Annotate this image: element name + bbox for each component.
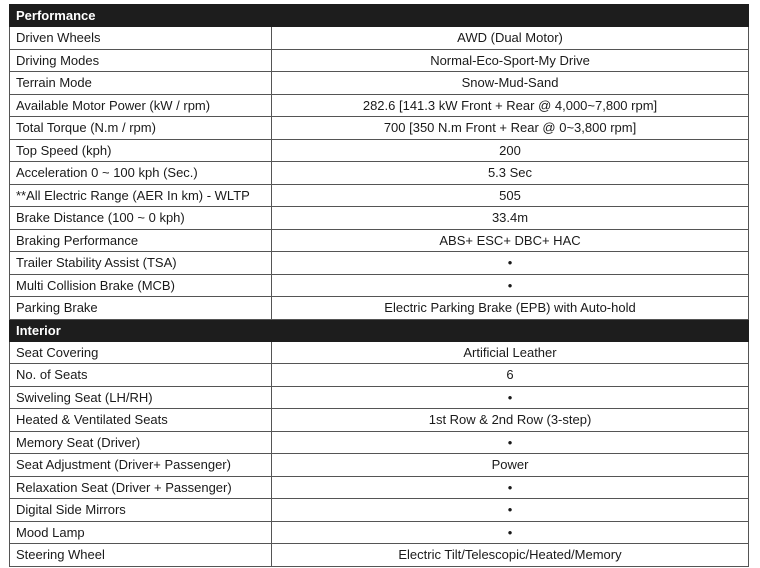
spec-label: Steering Wheel	[10, 544, 272, 567]
table-row	[10, 252, 749, 275]
section-header-performance	[10, 5, 749, 27]
table-row	[10, 521, 749, 544]
spec-value: 5.3 Sec	[272, 162, 749, 185]
spec-value: 1st Row & 2nd Row (3-step)	[272, 409, 749, 432]
table-row	[10, 409, 749, 432]
bullet-icon: •	[272, 386, 749, 409]
spec-label: Total Torque (N.m / rpm)	[10, 117, 272, 140]
spec-value: 505	[272, 184, 749, 207]
table-row	[10, 341, 749, 364]
section-header-interior	[10, 319, 749, 341]
spec-label: Terrain Mode	[10, 72, 272, 95]
table-row	[10, 184, 749, 207]
table-row	[10, 386, 749, 409]
spec-label: Acceleration 0 ~ 100 kph (Sec.)	[10, 162, 272, 185]
spec-label: Braking Performance	[10, 229, 272, 252]
spec-label: No. of Seats	[10, 364, 272, 387]
spec-value: 6	[272, 364, 749, 387]
spec-value: Electric Parking Brake (EPB) with Auto-hold	[272, 297, 749, 320]
spec-label: Available Motor Power (kW / rpm)	[10, 94, 272, 117]
spec-value: Electric Tilt/Telescopic/Heated/Memory	[272, 544, 749, 567]
bullet-icon: •	[272, 431, 749, 454]
spec-label: Top Speed (kph)	[10, 139, 272, 162]
table-row	[10, 49, 749, 72]
spec-label: Relaxation Seat (Driver + Passenger)	[10, 476, 272, 499]
bullet-icon: •	[272, 521, 749, 544]
table-row	[10, 139, 749, 162]
spec-value: Power	[272, 454, 749, 477]
table-row	[10, 476, 749, 499]
spec-label: Multi Collision Brake (MCB)	[10, 274, 272, 297]
spec-value: ABS+ ESC+ DBC+ HAC	[272, 229, 749, 252]
spec-value: AWD (Dual Motor)	[272, 27, 749, 50]
spec-label: Driven Wheels	[10, 27, 272, 50]
table-row	[10, 364, 749, 387]
spec-label: Swiveling Seat (LH/RH)	[10, 386, 272, 409]
table-row	[10, 544, 749, 567]
table-row	[10, 162, 749, 185]
bullet-icon: •	[272, 499, 749, 522]
spec-label: Heated & Ventilated Seats	[10, 409, 272, 432]
table-row	[10, 454, 749, 477]
spec-value: 200	[272, 139, 749, 162]
table-row	[10, 94, 749, 117]
spec-label: Seat Adjustment (Driver+ Passenger)	[10, 454, 272, 477]
section-title: Interior	[10, 319, 749, 341]
table-row	[10, 499, 749, 522]
spec-label: Seat Covering	[10, 341, 272, 364]
table-row	[10, 117, 749, 140]
spec-label: Parking Brake	[10, 297, 272, 320]
spec-value: Normal-Eco-Sport-My Drive	[272, 49, 749, 72]
spec-label: Memory Seat (Driver)	[10, 431, 272, 454]
spec-value: 282.6 [141.3 kW Front + Rear @ 4,000~7,800 rpm]	[272, 94, 749, 117]
spec-label: Driving Modes	[10, 49, 272, 72]
section-title: Performance	[10, 5, 749, 27]
spec-label: Digital Side Mirrors	[10, 499, 272, 522]
spec-label: Trailer Stability Assist (TSA)	[10, 252, 272, 275]
spec-label: **All Electric Range (AER In km) - WLTP	[10, 184, 272, 207]
spec-table	[9, 4, 749, 567]
table-row	[10, 431, 749, 454]
table-row	[10, 297, 749, 320]
bullet-icon: •	[272, 252, 749, 275]
bullet-icon: •	[272, 476, 749, 499]
table-row	[10, 229, 749, 252]
spec-value: 700 [350 N.m Front + Rear @ 0~3,800 rpm]	[272, 117, 749, 140]
table-row	[10, 207, 749, 230]
spec-label: Brake Distance (100 ~ 0 kph)	[10, 207, 272, 230]
table-row	[10, 72, 749, 95]
spec-label: Mood Lamp	[10, 521, 272, 544]
table-row	[10, 274, 749, 297]
spec-value: Snow-Mud-Sand	[272, 72, 749, 95]
spec-value: Artificial Leather	[272, 341, 749, 364]
table-row	[10, 27, 749, 50]
bullet-icon: •	[272, 274, 749, 297]
spec-value: 33.4m	[272, 207, 749, 230]
